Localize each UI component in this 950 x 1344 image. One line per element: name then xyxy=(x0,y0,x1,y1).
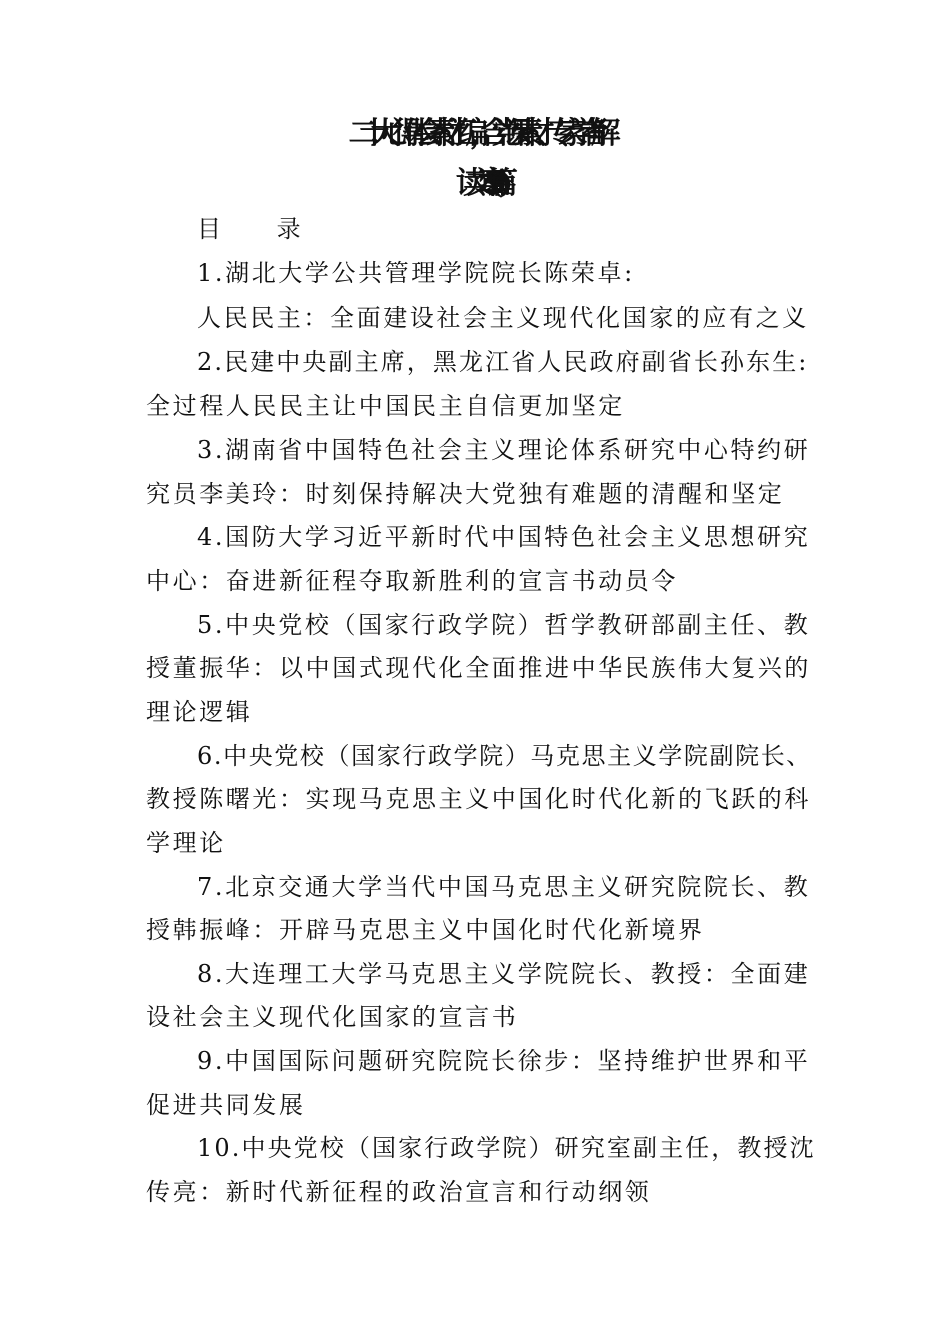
toc-entry-5-line-3: 理论逻辑 xyxy=(146,698,253,726)
toc-entry-10-line-1: 10.中央党校（国家行政学院）研究室副主任，教授沈 xyxy=(197,1134,816,1162)
toc-entry-3-line-1: 3.湖南省中国特色社会主义理论体系研究中心特约研 xyxy=(197,436,811,464)
toc-entry-2-line-2: 全过程人民民主让中国民主自信更加坚定 xyxy=(146,392,625,420)
toc-entry-4-line-2: 中心：奋进新征程夺取新胜利的宣言书动员令 xyxy=(146,567,678,595)
toc-entry-5-line-1: 5.中央党校（国家行政学院）哲学教研部副主任、教 xyxy=(197,611,811,639)
toc-entry-10-line-2: 传亮：新时代新征程的政治宣言和行动纲领 xyxy=(146,1178,652,1206)
toc-entry-6-line-2: 教授陈曙光：实现马克思主义中国化时代化新的飞跃的科 xyxy=(146,785,811,813)
toc-entry-9-line-2: 促进共同发展 xyxy=(146,1091,306,1119)
toc-entry-8-line-2: 设社会主义现代化国家的宣言书 xyxy=(146,1003,519,1031)
toc-entry-6-line-1: 6.中央党校（国家行政学院）马克思主义学院副院长、 xyxy=(197,742,812,770)
toc-entry-4-line-1: 4.国防大学习近平新时代中国特色社会主义思想研究 xyxy=(197,523,811,551)
toc-entry-6-line-3: 学理论 xyxy=(146,829,226,857)
toc-entry-1-line-2: 人民民主：全面建设社会主义现代化国家的应有之义 xyxy=(197,304,809,332)
toc-entry-3-line-2: 究员李美玲：时刻保持解决大党独有难题的清醒和坚定 xyxy=(146,480,785,508)
toc-entry-8-line-1: 8.大连理工大学马克思主义学院院长、教授：全面建 xyxy=(197,960,811,988)
toc-entry-1-line-1: 1.湖北大学公共管理学院院长陈荣卓: xyxy=(197,259,635,287)
toc-entry-7-line-2: 授韩振峰：开辟马克思主义中国化时代化新境界 xyxy=(146,916,705,944)
toc-entry-9-line-1: 9.中国国际问题研究院院长徐步：坚持维护世界和平 xyxy=(197,1047,811,1075)
toc-entry-7-line-1: 7.北京交通大学当代中国马克思主义研究院院长、教 xyxy=(197,873,811,901)
toc-heading: 目 录 xyxy=(197,215,325,243)
document-title-line-2: 读文章(29篇) xyxy=(455,166,495,201)
toc-entry-2-line-1: 2.民建中央副主席，黑龙江省人民政府副省长孙东生: xyxy=(197,348,809,376)
document-title-line-1: 二十大心得体会素材汇编，含党课素材、专家学者解 xyxy=(348,116,602,151)
toc-entry-5-line-2: 授董振华：以中国式现代化全面推进中华民族伟大复兴的 xyxy=(146,654,811,682)
